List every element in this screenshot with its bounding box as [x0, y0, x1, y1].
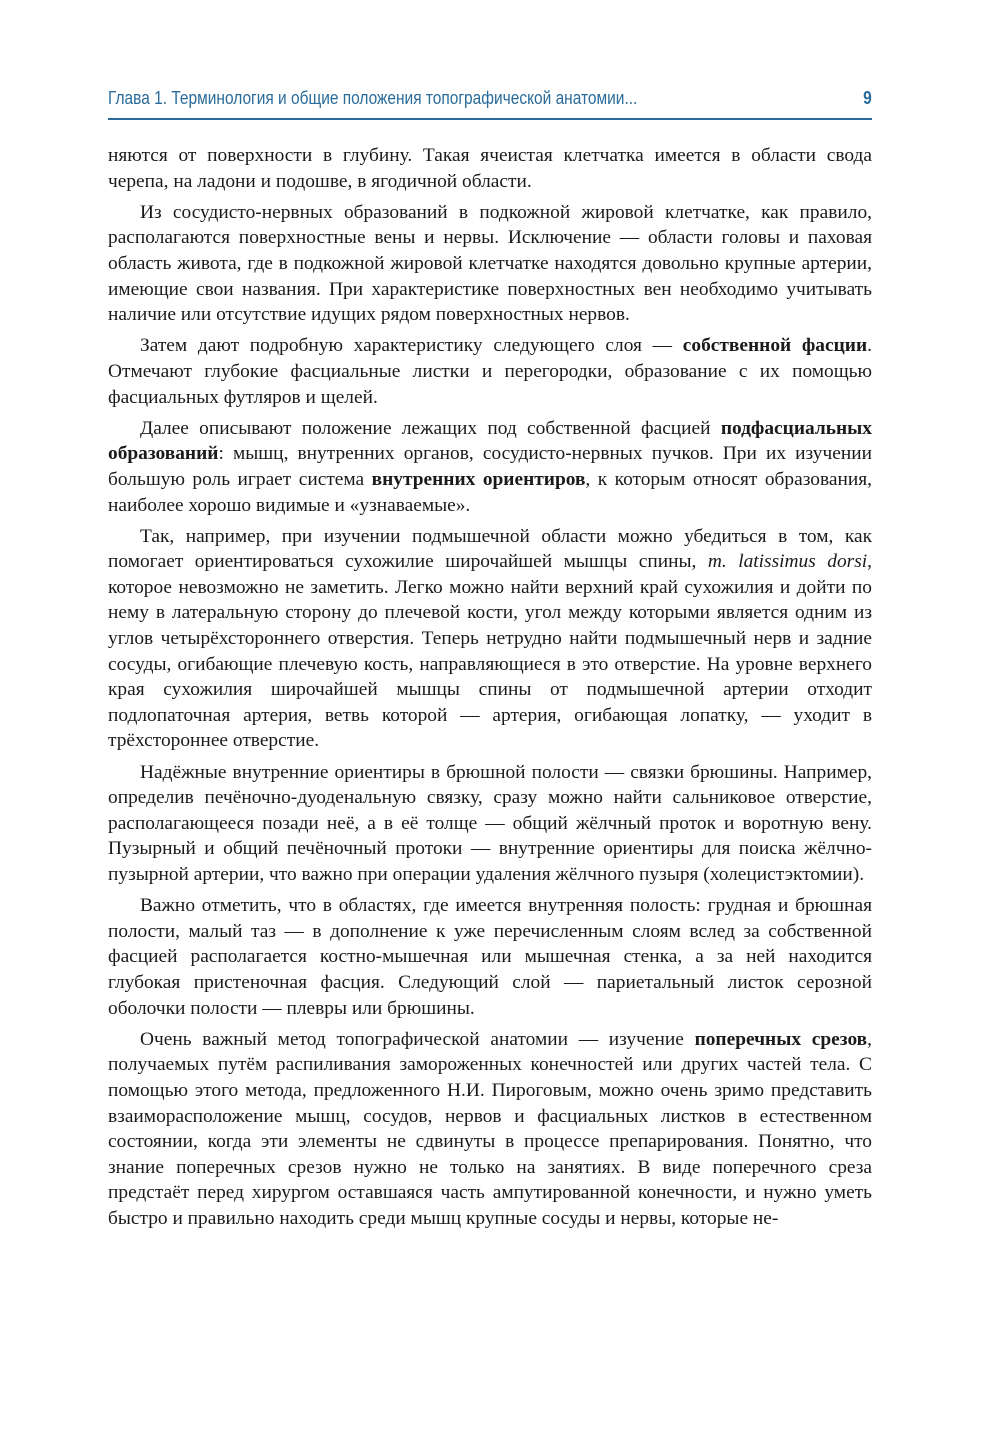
paragraph: Важно отметить, что в областях, где имеется внутренняя полость: грудная и брюшная полости, малый таз — в дополнение к уже перечисленным слоям вслед за собственной фасцией располагается костно-мышечная или мышечная стенка, а за ней находится глубокая пристеночная фасция. Следующий слой — париетальный листок серозной оболочки полости — плевры или брюшины.	[108, 895, 872, 1019]
paragraph: Затем дают подробную характеристику следующего слоя — собственной фасции. Отмечают глубокие фасциальные листки и перегородки, образование с их помощью фасциальных футляров и щелей.	[108, 335, 872, 408]
body-text	[108, 143, 872, 1237]
chapter-title: Глава 1. Терминология и общие положения топографической анатомии...	[108, 88, 638, 108]
paragraph: Так, например, при изучении подмышечной области можно убедиться в том, как помогает ориентироваться сухожилие широчайшей мышцы спины, m. latissimus dorsi, которое невозможно не заметить. Легко можно найти верхний край сухожилия и дойти по нему в латеральную сторону до плечевой кости, угол между которыми является одним из углов четырёхстороннего отверстия. Теперь нетрудно найти подмышечный нерв и задние сосуды, огибающие плечевую кость, направляющиеся в это отверстие. На уровне верхнего края сухожилия широчайшей мышцы спины от подмышечной артерии отходит подлопаточная артерия, ветвь которой — артерия, огибающая лопатку, — уходит в трёхстороннее отверстие.	[108, 525, 873, 752]
bold-term: подфасциальных образований	[108, 417, 872, 465]
paragraph: Из сосудисто-нервных образований в подкожной жировой клетчатке, как правило, располагаются поверхностные вены и нервы. Исключение — области головы и паховая область живота, где в подкожной жировой клетчатке находятся довольно крупные артерии, имеющие свои названия. При характеристике поверхностных вен необходимо учитывать наличие или отсутствие идущих рядом поверхностных нервов.	[108, 201, 872, 326]
paragraph: Надёжные внутренние ориентиры в брюшной полости — связки брюшины. Например, определив печёночно-дуоденальную связку, сразу можно найти сальниковое отверстие, располагающееся позади неё, а в её толще — общий жёлчный проток и воротную вену. Пузырный и общий печёночный протоки — внутренние ориентиры для поиска жёлчно-пузырной артерии, что важно при операции удаления жёлчного пузыря (холецистэктомии).	[108, 761, 872, 885]
paragraph: няются от поверхности в глубину. Такая ячеистая клетчатка имеется в области свода черепа, на ладони и подошве, в ягодичной области.	[108, 145, 872, 192]
page-number: 9	[863, 88, 872, 108]
bold-term: собственной фасции	[682, 335, 868, 357]
bold-term: внутренних ориентиров	[371, 468, 586, 490]
paragraph: Очень важный метод топографической анатомии — изучение поперечных срезов, получаемых путём распиливания замороженных конечностей или других частей тела. С помощью этого метода, предложенного Н.И. Пироговым, можно очень зримо представить взаиморасположение мышц, сосудов, нервов и фасциальных листков в естественном состоянии, когда эти элементы не сдвинуты в процессе препарирования. Понятно, что знание поперечных срезов нужно не только на занятиях. В виде поперечного среза предстаёт перед хирургом оставшаяся часть ампутированной конечности, и нужно уметь быстро и правильно находить среди мышц крупные сосуды и нервы, которые не-	[108, 1028, 872, 1229]
paragraph: Далее описывают положение лежащих под собственной фасцией подфасциальных образований: мышц, внутренних органов, сосудисто-нервных пучков. При их изучении большую роль играет система внутренних ориентиров, к которым относят образования, наиболее хорошо видимые и «узнаваемые».	[108, 417, 872, 516]
bold-term: поперечных срезов	[694, 1028, 868, 1050]
running-head	[108, 88, 872, 116]
latin-term: m. latissimus dorsi	[707, 551, 868, 573]
header-rule	[108, 118, 872, 120]
book-page	[108, 88, 873, 1229]
